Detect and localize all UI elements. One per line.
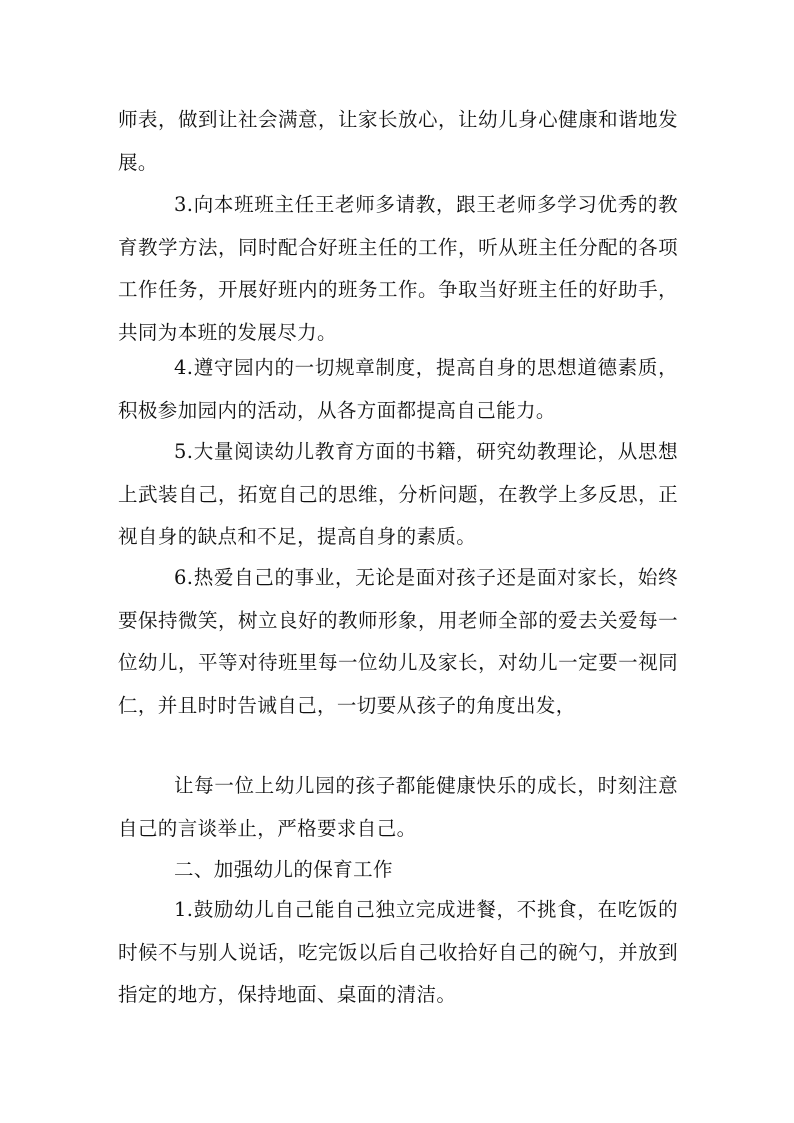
paragraph-item-3: 3.向本班班主任王老师多请教，跟王老师多学习优秀的教育教学方法，同时配合好班主任的工作，听从班主任分配的各项工作任务，开展好班内的班务工作。争取当好班主任的好助手，共同为本班的发展尽力。 (118, 193, 678, 344)
paragraph-item-5: 5.大量阅读幼儿教育方面的书籍，研究幼教理论，从思想上武装自己，拓宽自己的思维，分析问题，在教学上多反思，正视自身的缺点和不足，提高自身的素质。 (118, 440, 678, 549)
paragraph-item-6: 6.热爱自己的事业，无论是面对孩子还是面对家长，始终要保持微笑，树立良好的教师形象，用老师全部的爱去关爱每一位幼儿，平等对待班里每一位幼儿及家长，对幼儿一定要一视同仁，并且时时告诫自己，一切要从孩子的角度出发， (118, 566, 678, 717)
paragraph-item-4: 4.遵守园内的一切规章制度，提高自身的思想道德素质，积极参加园内的活动，从各方面都提高自己能力。 (118, 356, 678, 422)
section-heading: 二、加强幼儿的保育工作 (174, 858, 393, 881)
paragraph-continuation: 师表，做到让社会满意，让家长放心，让幼儿身心健康和谐地发展。 (118, 108, 678, 174)
paragraph-item-1: 1.鼓励幼儿自己能自己独立完成进餐，不挑食，在吃饭的时候不与别人说话，吃完饭以后自己收拾好自己的碗勺，并放到指定的地方，保持地面、桌面的清洁。 (118, 898, 678, 1007)
paragraph-continuation-2: 让每一位上幼儿园的孩子都能健康快乐的成长，时刻注意自己的言谈举止，严格要求自己。 (118, 774, 678, 840)
